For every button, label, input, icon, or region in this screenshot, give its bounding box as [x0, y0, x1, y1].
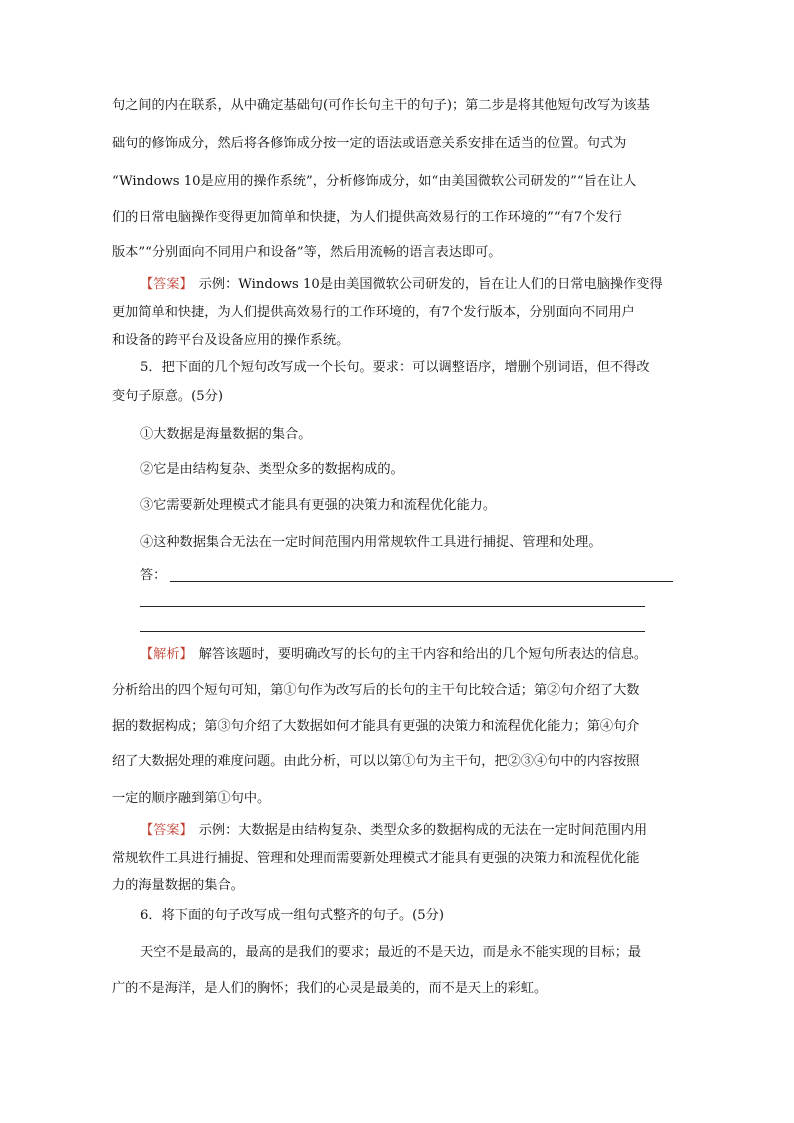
analysis-line: 绍了大数据处理的难度问题。由此分析，可以以第①句为主干句，把②③④句中的内容按照: [112, 754, 640, 769]
analysis-line: 一定的顺序融到第①句中。: [112, 791, 271, 806]
answer-text: 示例：大数据是由结构复杂、类型众多的数据构成的无法在一定时间范围内用: [198, 823, 648, 838]
answer-line: 和设备的跨平台及设备应用的操作系统。: [112, 333, 350, 348]
paragraph-line: 们的日常电脑操作变得更加简单和快捷，为人们提供高效易行的工作环境的”“有7个发行: [112, 210, 622, 225]
analysis-text: 解答该题时，要明确改写的长句的主干内容和给出的几个短句所表达的信息。: [198, 647, 648, 662]
answer-prompt: 答：: [140, 568, 167, 583]
question-5-line: 变句子原意。(5分): [112, 389, 223, 404]
analysis-line: 分析给出的四个短句可知，第①句作为改写后的长句的主干句比较合适；第②句介绍了大数: [112, 683, 640, 698]
answer-label: 【答案】: [140, 823, 193, 838]
paragraph-line: 础句的修饰成分，然后将各修饰成分按一定的语法或语意关系安排在适当的位置。句式为: [112, 136, 627, 151]
paragraph-line: 版本”“分别面向不同用户和设备”等，然后用流畅的语言表达即可。: [112, 245, 502, 260]
question-5-line: 5．把下面的几个短句改写成一个长句。要求：可以调整语序，增删个别词语，但不得改: [140, 360, 650, 375]
answer-text: 示例：Windows 10是由美国微软公司研发的，旨在让人们的日常电脑操作变得: [198, 277, 663, 292]
question-6-line: 6．将下面的句子改写成一组句式整齐的句子。(5分): [140, 908, 445, 923]
question-5-item: ②它是由结构复杂、类型众多的数据构成的。: [140, 462, 404, 477]
answer-blank-line[interactable]: [140, 606, 645, 607]
analysis-label: 【解析】: [140, 647, 193, 662]
question-5-item: ③它需要新处理模式才能具有更强的决策力和流程优化能力。: [140, 498, 497, 513]
question-6-line: 天空不是最高的，最高的是我们的要求；最近的不是天边，而是永不能实现的目标；最: [140, 945, 642, 960]
answer-line: 更加简单和快捷，为人们提供高效易行的工作环境的，有7个发行版本，分别面向不同用户: [112, 305, 635, 320]
answer-label: 【答案】: [140, 277, 193, 292]
analysis-line: 据的数据构成；第③句介绍了大数据如何才能具有更强的决策力和流程优化能力；第④句介: [112, 719, 640, 734]
question-6-line: 广的不是海洋，是人们的胸怀；我们的心灵是最美的，而不是天上的彩虹。: [112, 981, 548, 996]
answer-line: [140, 275, 663, 295]
answer-blank-line[interactable]: [140, 631, 645, 632]
answer-line: 常规软件工具进行捕捉、管理和处理而需要新处理模式才能具有更强的决策力和流程优化能: [112, 851, 640, 866]
question-5-item: ①大数据是海量数据的集合。: [140, 427, 312, 442]
question-5-item: ④这种数据集合无法在一定时间范围内用常规软件工具进行捕捉、管理和处理。: [140, 535, 602, 550]
paragraph-line: “Windows 10是应用的操作系统”，分析修饰成分，如“由美国微软公司研发的”“旨在让人: [112, 174, 637, 189]
answer-line: [140, 821, 647, 841]
paragraph-line: 句之间的内在联系，从中确定基础句(可作长句主干的句子)；第二步是将其他短句改写为该基: [112, 98, 650, 113]
analysis-line: [140, 645, 647, 665]
answer-line: 力的海量数据的集合。: [112, 878, 244, 893]
answer-blank-line[interactable]: [170, 581, 673, 582]
